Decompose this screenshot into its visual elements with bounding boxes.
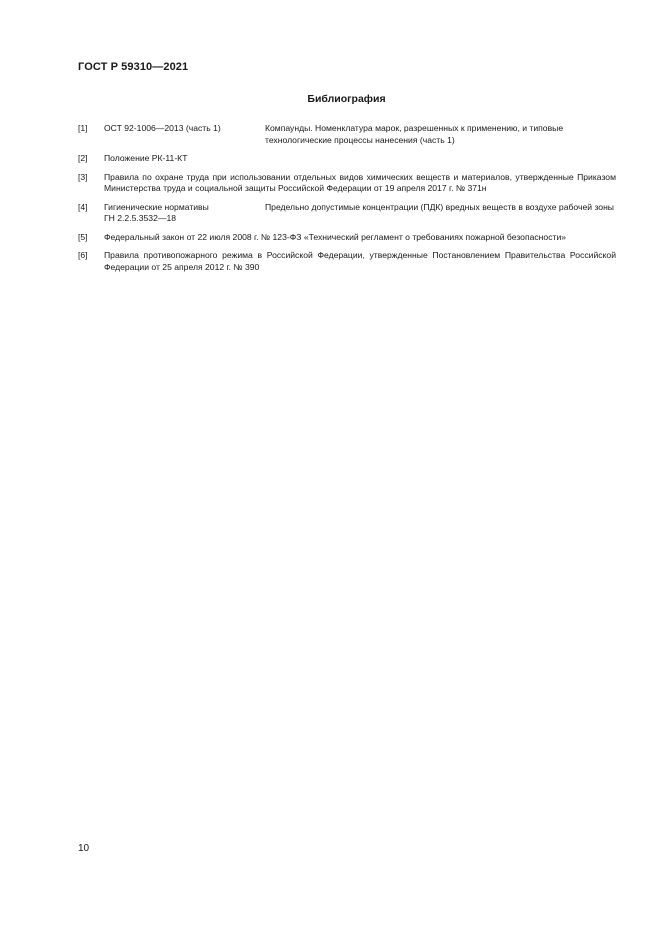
- bibliography-entry: [78, 232, 616, 244]
- entry-number: [4]: [78, 201, 88, 212]
- bibliography-entry: [78, 250, 616, 273]
- entry-description: Предельно допустимые концентрации (ПДК) вредных веществ в воздухе рабочей зоны: [265, 201, 614, 212]
- entry-reference-line: Гигиенические нормативы: [104, 201, 209, 212]
- entry-number: [3]: [78, 171, 88, 182]
- entry-reference: [104, 202, 265, 225]
- entry-number: [1]: [78, 123, 88, 133]
- document-code: ГОСТ Р 59310—2021: [78, 61, 189, 73]
- entry-reference-line: ГН 2.2.5.3532—18: [104, 213, 177, 223]
- entry-description: Компаунды. Номенклатура марок, разрешенных к применению, и типовые технологические процессы нанесения (часть 1): [265, 123, 564, 145]
- entry-number: [2]: [78, 153, 88, 163]
- entry-number: [5]: [78, 231, 88, 242]
- entry-number: [6]: [78, 250, 88, 260]
- bibliography-entry: [78, 153, 616, 165]
- bibliography-title: Библиография: [307, 93, 386, 105]
- entry-reference: ОСТ 92-1006—2013 (часть 1): [104, 123, 221, 133]
- bibliography-list: [78, 123, 616, 280]
- bibliography-entry: [78, 172, 616, 195]
- page-number: 10: [78, 843, 90, 854]
- entry-text: Правила противопожарного режима в Российской Федерации, утвержденные Постановлением Правительства Российской Федерации от 25 апреля 2012 г. № 390: [104, 250, 616, 272]
- entry-text: Федеральный закон от 22 июля 2008 г. № 123-ФЗ «Технический регламент о требованиях пожарной безопасности»: [104, 231, 567, 242]
- bibliography-entry: [78, 202, 616, 225]
- entry-text: Правила по охране труда при использовании отдельных видов химических веществ и материалов, утвержденные Приказом Министерства труда и социальной защиты Российской Федерации от 19 апреля 2017 г. № 371н: [104, 171, 616, 193]
- bibliography-entry: [78, 123, 616, 146]
- entry-text: Положение РК-11-КТ: [104, 153, 188, 163]
